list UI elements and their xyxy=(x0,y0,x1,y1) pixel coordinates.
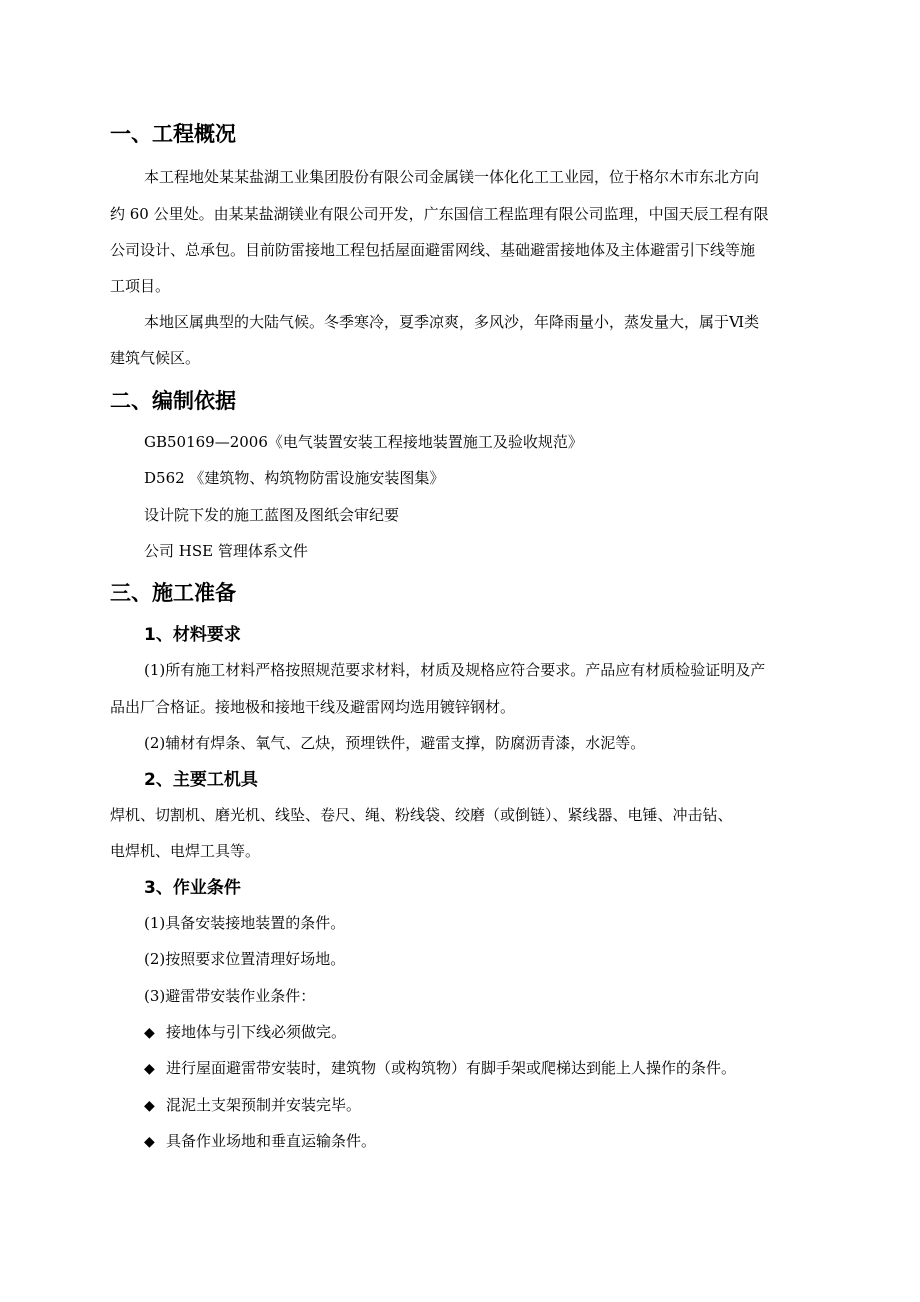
basis-item-2: D562 《建筑物、构筑物防雷设施安装图集》 xyxy=(144,469,445,487)
section-1-heading: 一、工程概况 xyxy=(110,122,236,146)
diamond-bullet-icon: ◆ xyxy=(144,1134,155,1150)
diamond-bullet-icon: ◆ xyxy=(144,1061,155,1077)
condition-bullet-1-text: 接地体与引下线必须做完。 xyxy=(166,1023,347,1041)
subsection-materials-heading: 1、材料要求 xyxy=(144,625,241,645)
materials-paragraph-2: (2)辅材有焊条、氧气、乙炔，预埋铁件，避雷支撑，防腐沥青漆，水泥等。 xyxy=(144,734,646,752)
condition-bullet-4-text: 具备作业场地和垂直运输条件。 xyxy=(166,1132,377,1150)
diamond-bullet-icon: ◆ xyxy=(144,1098,155,1114)
condition-bullet-2 xyxy=(144,1056,736,1081)
subsection-tools-heading: 2、主要工机具 xyxy=(144,770,258,790)
condition-bullet-3 xyxy=(144,1093,361,1118)
condition-bullet-3-text: 混泥土支架预制并安装完毕。 xyxy=(166,1096,362,1114)
basis-item-1: GB50169—2006《电气装置安装工程接地装置施工及验收规范》 xyxy=(144,433,583,451)
tools-paragraph-line-1: 焊机、切割机、磨光机、线坠、卷尺、绳、粉线袋、绞磨（或倒链）、紧线器、电锤、冲击钻、 xyxy=(110,806,733,824)
condition-bullet-4 xyxy=(144,1129,376,1154)
section-2-heading: 二、编制依据 xyxy=(110,389,236,413)
condition-item-3: (3)避雷带安装作业条件： xyxy=(144,987,316,1005)
basis-item-4: 公司 HSE 管理体系文件 xyxy=(144,542,308,560)
section-1-paragraph-1-line-2: 约 60 公里处。由某某盐湖镁业有限公司开发，广东国信工程监理有限公司监理，中国天辰工程有限 xyxy=(110,205,769,223)
condition-item-1: (1)具备安装接地装置的条件。 xyxy=(144,914,346,932)
diamond-bullet-icon: ◆ xyxy=(144,1025,155,1041)
condition-item-2: (2)按照要求位置清理好场地。 xyxy=(144,950,346,968)
subsection-conditions-heading: 3、作业条件 xyxy=(144,878,241,898)
section-1-paragraph-2-line-1: 本地区属典型的大陆气候。冬季寒冷，夏季凉爽，多风沙，年降雨量小，蒸发量大，属于Ⅵ类 xyxy=(144,313,760,331)
materials-paragraph-1-line-1: (1)所有施工材料严格按照规范要求材料，材质及规格应符合要求。产品应有材质检验证明及产 xyxy=(144,661,766,679)
condition-bullet-2-text: 进行屋面避雷带安装时，建筑物（或构筑物）有脚手架或爬梯达到能上人操作的条件。 xyxy=(166,1059,737,1077)
section-1-paragraph-2-line-2: 建筑气候区。 xyxy=(110,349,201,367)
tools-paragraph-line-2: 电焊机、电焊工具等。 xyxy=(110,842,261,860)
section-1-paragraph-1-line-4: 工项目。 xyxy=(110,277,171,295)
section-1-paragraph-1-line-1: 本工程地处某某盐湖工业集团股份有限公司金属镁一体化化工工业园，位于格尔木市东北方向 xyxy=(144,168,760,186)
basis-item-3: 设计院下发的施工蓝图及图纸会审纪要 xyxy=(144,506,400,524)
section-3-heading: 三、施工准备 xyxy=(110,581,236,605)
materials-paragraph-1-line-2: 品出厂合格证。接地极和接地干线及避雷网均选用镀锌钢材。 xyxy=(110,698,516,716)
section-1-paragraph-1-line-3: 公司设计、总承包。目前防雷接地工程包括屋面避雷网线、基础避雷接地体及主体避雷引下线等施 xyxy=(110,241,756,259)
condition-bullet-1 xyxy=(144,1020,346,1045)
